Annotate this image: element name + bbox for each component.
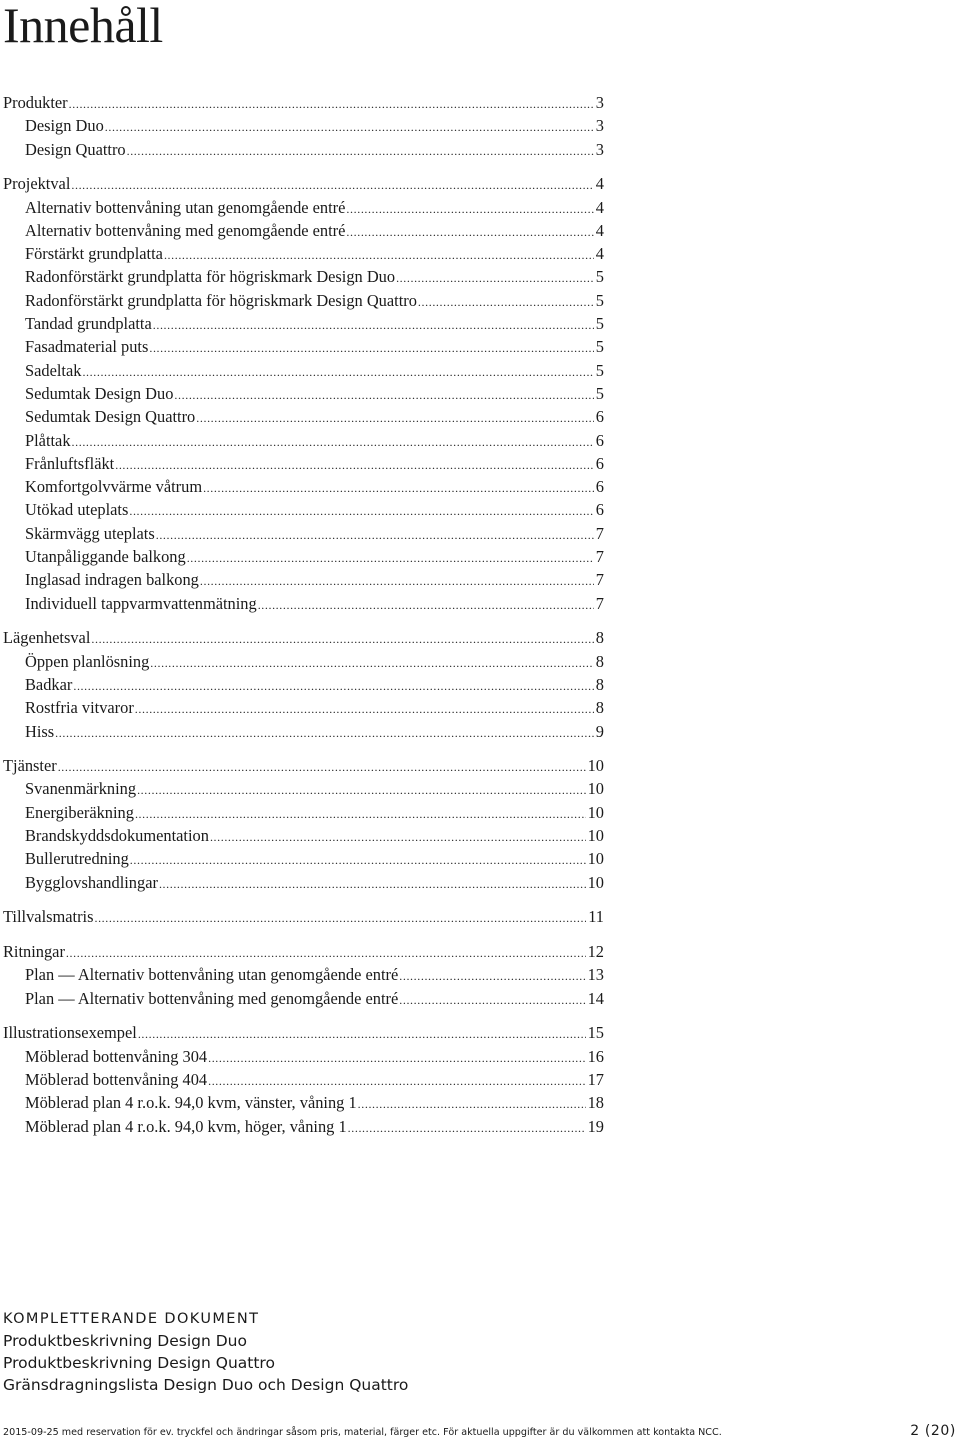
toc-entry[interactable] [3, 1091, 604, 1114]
toc-entry-page-number: 5 [595, 314, 604, 334]
toc-entry-label: Möblerad bottenvåning 304 [25, 1046, 208, 1066]
toc-entry-label: Energiberäkning [25, 802, 134, 822]
toc-dot-leader [66, 942, 586, 965]
toc-entry-label: Förstärkt grundplatta [25, 244, 163, 264]
toc-entry-page-number: 5 [595, 383, 604, 403]
toc-entry-page-number: 5 [595, 267, 604, 287]
toc-entry-page-number: 3 [595, 139, 604, 159]
toc-dot-leader [156, 524, 594, 547]
toc-entry-page-number: 13 [587, 965, 604, 985]
toc-entry[interactable] [3, 963, 604, 986]
toc-entry-page-number: 14 [587, 988, 604, 1008]
toc-entry-page-number: 5 [595, 360, 604, 380]
toc-section [3, 172, 604, 615]
toc-section [3, 626, 604, 742]
toc-entry-page-number: 4 [595, 244, 604, 264]
toc-entry-label: Möblerad bottenvåning 404 [25, 1069, 208, 1089]
toc-entry[interactable] [3, 289, 604, 312]
toc-entry-label: Radonförstärkt grundplatta för högriskmark Design Duo [25, 267, 396, 287]
toc-entry-label: Illustrationsexempel [3, 1023, 137, 1043]
toc-entry[interactable] [3, 847, 604, 870]
toc-entry-label: Sedumtak Design Quattro [25, 407, 196, 427]
complementary-heading: KOMPLETTERANDE DOKUMENT [3, 1311, 260, 1327]
toc-dot-leader [149, 337, 593, 360]
toc-dot-leader [208, 1070, 586, 1093]
toc-dot-leader [129, 500, 593, 523]
toc-entry-page-number: 10 [587, 779, 604, 799]
toc-entry[interactable] [3, 1115, 604, 1138]
toc-section-heading[interactable] [3, 91, 604, 114]
toc-entry[interactable] [3, 987, 604, 1010]
toc-entry[interactable] [3, 242, 604, 265]
toc-entry-page-number: 17 [587, 1069, 604, 1089]
toc-entry-label: Design Quattro [25, 139, 126, 159]
toc-dot-leader [208, 1047, 586, 1070]
toc-entry-page-number: 8 [595, 651, 604, 671]
toc-entry-label: Badkar [25, 674, 73, 694]
toc-entry-page-number: 5 [595, 290, 604, 310]
toc-entry-page-number: 19 [587, 1116, 604, 1136]
toc-entry-label: Bygglovshandlingar [25, 872, 158, 892]
toc-section [3, 1021, 604, 1137]
toc-entry[interactable] [3, 405, 604, 428]
toc-dot-leader [130, 849, 586, 872]
toc-section-heading[interactable] [3, 626, 604, 649]
toc-dot-leader [137, 779, 586, 802]
toc-entry-label: Hiss [25, 721, 55, 741]
toc-entry-label: Möblerad plan 4 r.o.k. 94,0 kvm, höger, våning 1 [25, 1116, 347, 1136]
toc-entry-label: Fasadmaterial puts [25, 337, 149, 357]
toc-entry-label: Öppen planlösning [25, 651, 150, 671]
toc-section-heading[interactable] [3, 905, 604, 928]
toc-entry[interactable] [3, 824, 604, 847]
toc-entry[interactable] [3, 871, 604, 894]
toc-entry-label: Skärmvägg uteplats [25, 523, 155, 543]
toc-entry-label: Sedumtak Design Duo [25, 383, 174, 403]
toc-dot-leader [174, 384, 593, 407]
table-of-contents [3, 91, 604, 1149]
toc-entry[interactable] [3, 522, 604, 545]
toc-entry[interactable] [3, 335, 604, 358]
toc-dot-leader [210, 826, 586, 849]
toc-entry-page-number: 7 [595, 570, 604, 590]
page-number: 2 (20) [910, 1423, 956, 1439]
toc-dot-leader [159, 873, 586, 896]
toc-dot-leader [258, 594, 594, 617]
toc-entry-page-number: 10 [587, 826, 604, 846]
toc-entry-page-number: 6 [595, 453, 604, 473]
toc-dot-leader [58, 756, 586, 779]
page-title: Innehåll [3, 0, 163, 53]
toc-entry[interactable] [3, 1045, 604, 1068]
toc-dot-leader [153, 314, 594, 337]
complementary-document-item: Produktbeskrivning Design Quattro [3, 1354, 275, 1372]
toc-dot-leader [94, 907, 586, 930]
toc-section [3, 91, 604, 161]
toc-dot-leader [346, 198, 593, 221]
toc-dot-leader [358, 1093, 586, 1116]
toc-entry[interactable] [3, 312, 604, 335]
toc-entry-page-number: 9 [595, 721, 604, 741]
toc-dot-leader [72, 431, 594, 454]
toc-entry-page-number: 7 [595, 523, 604, 543]
toc-entry-label: Plan — Alternativ bottenvåning utan genomgående entré [25, 965, 399, 985]
toc-entry[interactable] [3, 673, 604, 696]
toc-entry[interactable] [3, 219, 604, 242]
toc-entry[interactable] [3, 452, 604, 475]
toc-entry[interactable] [3, 114, 604, 137]
toc-dot-leader [346, 221, 593, 244]
toc-dot-leader [91, 628, 593, 651]
toc-entry-page-number: 7 [595, 593, 604, 613]
toc-entry-label: Bullerutredning [25, 849, 129, 869]
toc-section-heading[interactable] [3, 172, 604, 195]
toc-entry-page-number: 3 [595, 93, 604, 112]
toc-entry-page-number: 6 [595, 500, 604, 520]
toc-entry-page-number: 8 [595, 698, 604, 718]
complementary-document-item: Gränsdragningslista Design Duo och Design Quattro [3, 1376, 409, 1394]
toc-entry[interactable] [3, 359, 604, 382]
toc-entry[interactable] [3, 265, 604, 288]
toc-dot-leader [418, 291, 594, 314]
toc-dot-leader [187, 547, 594, 570]
complementary-document-item: Produktbeskrivning Design Duo [3, 1332, 247, 1350]
toc-dot-leader [127, 140, 594, 163]
toc-dot-leader [150, 652, 594, 675]
toc-entry-label: Rostfria vitvaror [25, 698, 134, 718]
toc-dot-leader [396, 267, 594, 290]
toc-entry-label: Frånluftsfläkt [25, 453, 115, 473]
toc-dot-leader [69, 93, 594, 116]
toc-dot-leader [348, 1117, 586, 1140]
toc-dot-leader [71, 174, 593, 197]
toc-entry-label: Produkter [3, 93, 68, 112]
toc-entry-label: Radonförstärkt grundplatta för högriskmark Design Quattro [25, 290, 417, 310]
toc-entry[interactable] [3, 498, 604, 521]
page-footer [3, 1424, 960, 1440]
toc-entry-label: Lägenhetsval [3, 628, 91, 648]
toc-entry-label: Ritningar [3, 942, 65, 962]
toc-entry-page-number: 4 [595, 174, 604, 194]
toc-entry[interactable] [3, 592, 604, 615]
toc-entry[interactable] [3, 382, 604, 405]
toc-section-heading[interactable] [3, 1021, 604, 1044]
toc-dot-leader [105, 116, 594, 139]
toc-section-heading[interactable] [3, 940, 604, 963]
toc-dot-leader [196, 407, 594, 430]
toc-section-heading[interactable] [3, 754, 604, 777]
toc-entry-page-number: 12 [587, 942, 604, 962]
toc-entry-label: Design Duo [25, 116, 104, 136]
toc-entry-page-number: 8 [595, 674, 604, 694]
toc-entry-label: Tjänster [3, 756, 57, 776]
footer-disclaimer: 2015-09-25 med reservation för ev. tryckfel och ändringar såsom pris, material, färger etc. För aktuella uppgifter är du välkommen att kontakta NCC. [3, 1427, 722, 1438]
toc-entry-page-number: 10 [587, 849, 604, 869]
toc-dot-leader [73, 675, 593, 698]
toc-entry[interactable] [3, 777, 604, 800]
toc-entry[interactable] [3, 720, 604, 743]
toc-entry-label: Plan — Alternativ bottenvåning med genomgående entré [25, 988, 399, 1008]
toc-entry-page-number: 4 [595, 220, 604, 240]
toc-entry[interactable] [3, 568, 604, 591]
toc-section [3, 940, 604, 1010]
toc-entry-page-number: 3 [595, 116, 604, 136]
toc-entry-page-number: 15 [587, 1023, 604, 1043]
toc-dot-leader [399, 989, 585, 1012]
toc-entry-label: Utanpåliggande balkong [25, 547, 186, 567]
toc-entry[interactable] [3, 196, 604, 219]
toc-entry-page-number: 4 [595, 197, 604, 217]
toc-dot-leader [135, 698, 594, 721]
toc-entry[interactable] [3, 1068, 604, 1091]
toc-section [3, 905, 604, 928]
toc-entry-label: Brandskyddsdokumentation [25, 826, 209, 846]
toc-dot-leader [55, 722, 594, 745]
toc-entry-label: Tillvalsmatris [3, 907, 94, 927]
toc-entry-page-number: 18 [587, 1093, 604, 1113]
toc-entry-page-number: 6 [595, 477, 604, 497]
toc-entry-label: Plåttak [25, 430, 71, 450]
toc-section [3, 754, 604, 894]
toc-entry-label: Utökad uteplats [25, 500, 129, 520]
toc-entry-label: Alternativ bottenvåning med genomgående entré [25, 220, 346, 240]
toc-entry[interactable] [3, 138, 604, 161]
toc-entry-label: Komfortgolvvärme våtrum [25, 477, 203, 497]
toc-entry[interactable] [3, 475, 604, 498]
toc-dot-leader [138, 1023, 586, 1046]
toc-dot-leader [115, 454, 594, 477]
toc-entry-label: Alternativ bottenvåning utan genomgående entré [25, 197, 346, 217]
toc-entry-label: Inglasad indragen balkong [25, 570, 199, 590]
toc-dot-leader [203, 477, 594, 500]
toc-entry[interactable] [3, 696, 604, 719]
toc-entry-page-number: 10 [587, 872, 604, 892]
toc-dot-leader [399, 965, 585, 988]
toc-entry[interactable] [3, 801, 604, 824]
toc-entry-page-number: 10 [587, 756, 604, 776]
toc-dot-leader [164, 244, 594, 267]
toc-entry-page-number: 6 [595, 430, 604, 450]
toc-dot-leader [135, 803, 586, 826]
toc-entry-page-number: 7 [595, 547, 604, 567]
toc-dot-leader [82, 361, 593, 384]
toc-entry-page-number: 5 [595, 337, 604, 357]
toc-entry[interactable] [3, 650, 604, 673]
toc-entry-label: Projektval [3, 174, 71, 194]
toc-entry-page-number: 11 [588, 907, 604, 927]
toc-dot-leader [200, 570, 594, 593]
complementary-documents [3, 1308, 408, 1396]
toc-entry-page-number: 6 [595, 407, 604, 427]
toc-entry-page-number: 10 [587, 802, 604, 822]
toc-entry-label: Sadeltak [25, 360, 82, 380]
toc-entry-label: Möblerad plan 4 r.o.k. 94,0 kvm, vänster, våning 1 [25, 1093, 357, 1113]
toc-entry-label: Individuell tappvarmvattenmätning [25, 593, 257, 613]
toc-entry-label: Svanenmärkning [25, 779, 137, 799]
toc-entry-page-number: 8 [595, 628, 604, 648]
toc-entry[interactable] [3, 545, 604, 568]
toc-entry-page-number: 16 [587, 1046, 604, 1066]
toc-entry[interactable] [3, 429, 604, 452]
toc-entry-label: Tandad grundplatta [25, 314, 152, 334]
